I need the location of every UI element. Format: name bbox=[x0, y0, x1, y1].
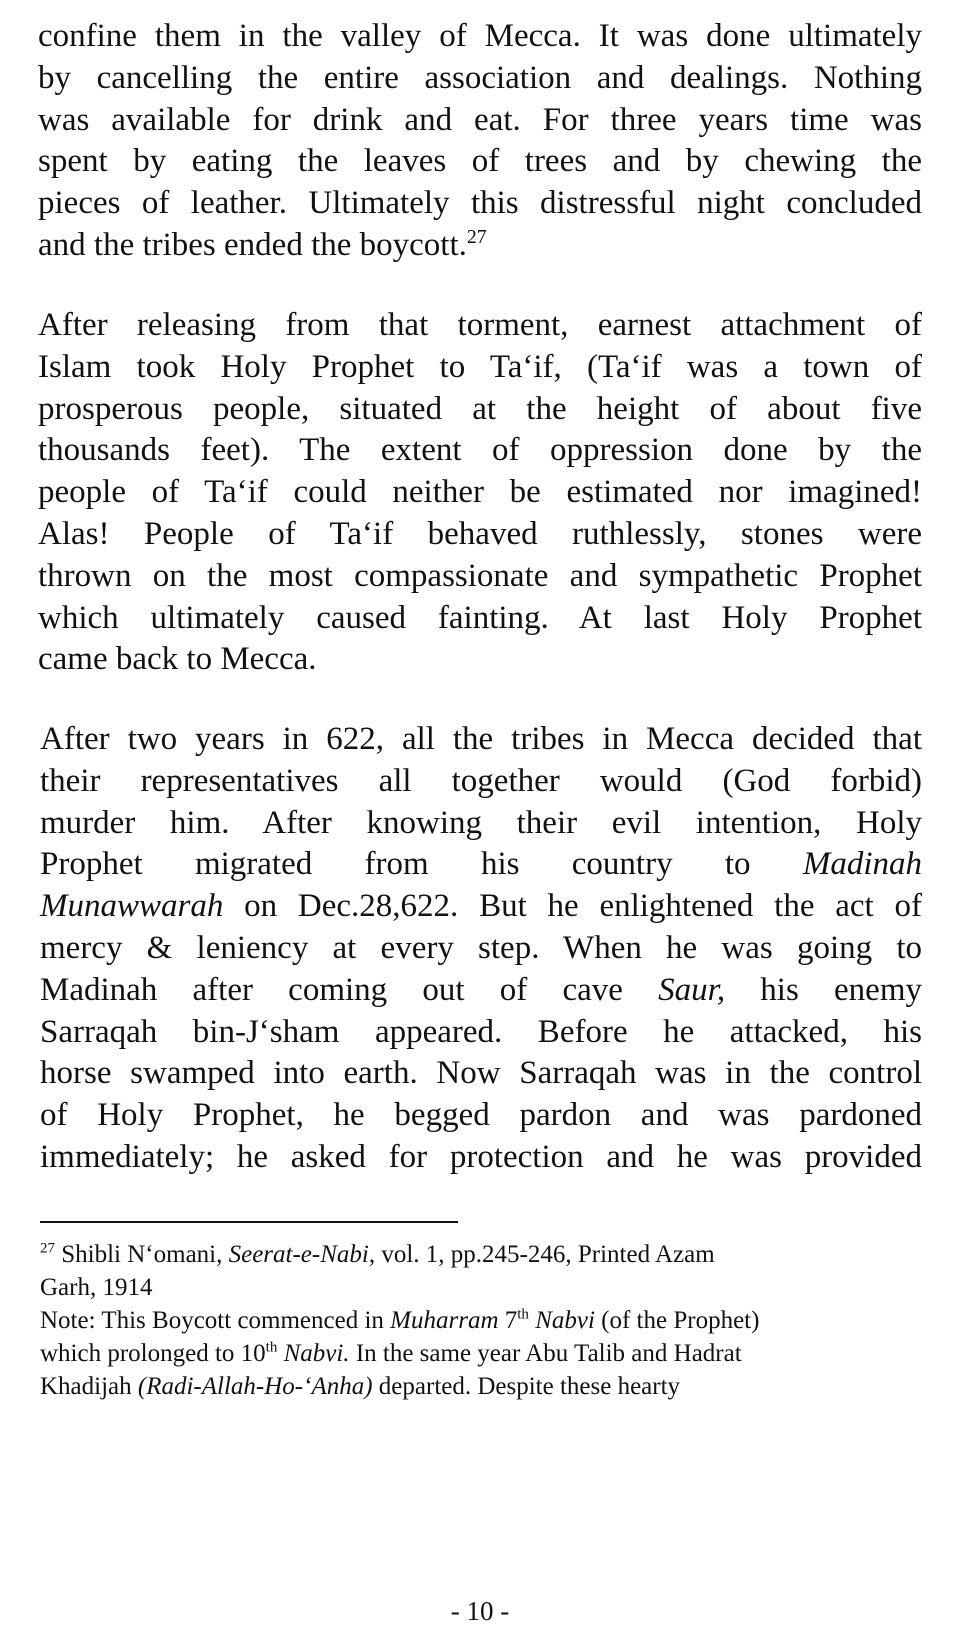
text-line: Alas! People of Ta‘if behaved ruthlessly, stones were bbox=[38, 515, 922, 552]
paragraph-taif bbox=[38, 305, 922, 681]
italic-term: Saur, bbox=[658, 971, 726, 1008]
text-segment: his enemy bbox=[725, 971, 922, 1008]
text-line: came back to Mecca. bbox=[38, 641, 317, 678]
footnote-divider bbox=[40, 1221, 458, 1223]
text-line: After releasing from that torment, earnest attachment of bbox=[38, 307, 922, 343]
text-line bbox=[40, 970, 922, 1012]
text-line: murder him. After knowing their evil intention, Holy bbox=[40, 804, 922, 841]
footnote-27 bbox=[40, 1238, 920, 1304]
text-line bbox=[40, 1304, 920, 1337]
italic-term: Madinah bbox=[802, 846, 922, 883]
text-line: their representatives all together would (God forbid) bbox=[40, 762, 922, 799]
text-line bbox=[40, 1337, 920, 1370]
footnote-number: 27 bbox=[40, 1240, 55, 1257]
text-segment: departed. Despite these hearty bbox=[372, 1373, 681, 1400]
text-segment: Shibli N‘omani, bbox=[55, 1241, 229, 1268]
text-line: which ultimately caused fainting. At last Holy Prophet bbox=[38, 599, 922, 636]
text-segment: Madinah after coming out of cave bbox=[40, 971, 659, 1008]
text-line: Islam took Holy Prophet to Ta‘if, (Ta‘if was a town of bbox=[38, 348, 922, 385]
text-segment: Note: This Boycott commenced in bbox=[40, 1307, 391, 1334]
text-line: Sarraqah bin-J‘sham appeared. Before he attacked, his bbox=[40, 1013, 922, 1050]
text-line: After two years in 622, all the tribes in Mecca decided that bbox=[40, 721, 922, 757]
footnote-reference: 27 bbox=[466, 225, 487, 248]
text-line bbox=[38, 225, 922, 267]
text-line: spent by eating the leaves of trees and by chewing the bbox=[38, 143, 922, 180]
italic-term: Seerat-e-Nabi bbox=[228, 1241, 369, 1268]
text-line: people of Ta‘if could neither be estimated nor imagined! bbox=[38, 474, 922, 511]
text-segment: Khadijah bbox=[40, 1373, 138, 1400]
text-line: mercy & leniency at every step. When he was going to bbox=[40, 929, 922, 966]
ordinal-suffix: th bbox=[517, 1306, 529, 1323]
text-line: prosperous people, situated at the height of about five bbox=[38, 390, 922, 427]
text-line: thousands feet). The extent of oppression done by the bbox=[38, 432, 922, 469]
text-segment: , vol. 1, pp.245-246, Printed Azam bbox=[368, 1241, 715, 1268]
page-number: - 10 - bbox=[450, 1596, 510, 1626]
ordinal-suffix: th bbox=[265, 1339, 278, 1356]
text-segment: Prophet migrated from his country to bbox=[40, 846, 803, 883]
text-line: of Holy Prophet, he begged pardon and was pardoned bbox=[40, 1097, 922, 1134]
text-segment: (of the Prophet) bbox=[594, 1307, 760, 1334]
text-line: thrown on the most compassionate and sympathetic Prophet bbox=[38, 557, 922, 594]
italic-term: Nabvi bbox=[535, 1307, 595, 1334]
text-line: pieces of leather. Ultimately this distressful night concluded bbox=[38, 185, 922, 222]
italic-term: Muharram bbox=[390, 1307, 499, 1334]
italic-term: (Radi-Allah-Ho-‘Anha) bbox=[137, 1373, 373, 1400]
text-segment: In the same year Abu Talib and Hadrat bbox=[349, 1340, 742, 1367]
text-line: Garh, 1914 bbox=[40, 1274, 153, 1301]
italic-term: Nabvi. bbox=[283, 1340, 350, 1367]
text-line: horse swamped into earth. Now Sarraqah was in the control bbox=[40, 1055, 922, 1092]
text-segment: which prolonged to 10 bbox=[40, 1340, 266, 1367]
italic-term: Munawwarah bbox=[40, 888, 224, 925]
paragraph-migration bbox=[40, 719, 922, 1179]
text-line bbox=[40, 1370, 920, 1403]
text-segment: on Dec.28,622. But he enlightened the act of bbox=[223, 888, 922, 925]
text-line: immediately; he asked for protection and he was provided bbox=[40, 1138, 922, 1175]
text-line: was available for drink and eat. For three years time was bbox=[38, 101, 922, 138]
text-line bbox=[40, 886, 922, 928]
text-line: confine them in the valley of Mecca. It was done ultimately bbox=[38, 18, 922, 54]
footnote-note bbox=[40, 1304, 920, 1403]
text-line: by cancelling the entire association and dealings. Nothing bbox=[38, 59, 922, 96]
paragraph-boycott bbox=[38, 16, 922, 267]
text-segment: and the tribes ended the boycott. bbox=[38, 226, 467, 263]
text-line bbox=[40, 1238, 920, 1271]
text-segment: 7 bbox=[498, 1307, 518, 1334]
text-line bbox=[40, 844, 922, 886]
